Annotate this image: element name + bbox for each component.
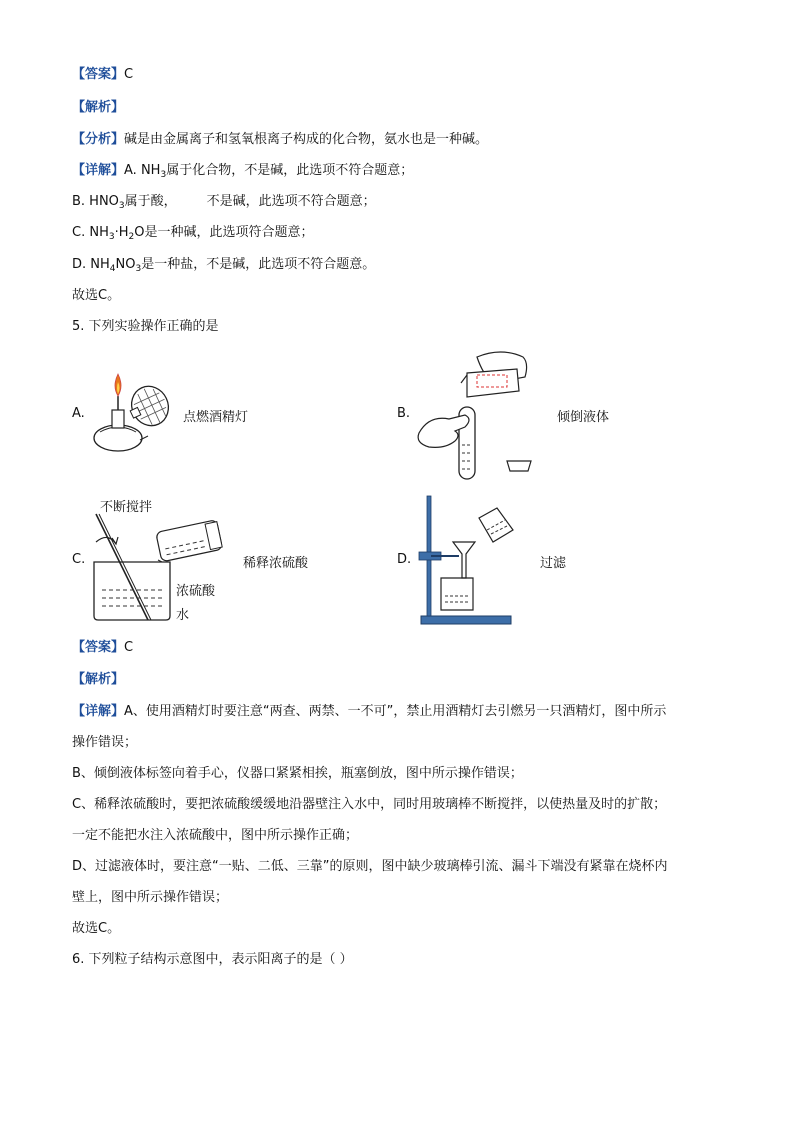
option-b-letter: B. <box>397 406 411 421</box>
analysis-heading <box>72 99 124 117</box>
option-b-caption: 倾倒液体 <box>557 410 610 425</box>
detail-line: 操作错误； <box>72 735 138 750</box>
pouring-liquid-illustration <box>415 345 540 485</box>
subscript: 2 <box>128 232 135 242</box>
conclusion-q4: 故选C。 <box>72 288 121 303</box>
detail-option-a <box>72 162 413 184</box>
option-a-caption: 点燃酒精灯 <box>183 410 249 425</box>
answer-tag: 【答案】 <box>72 640 125 655</box>
subscript: 3 <box>135 264 142 274</box>
analysis-heading <box>72 671 124 689</box>
water-label: 水 <box>176 608 190 623</box>
conclusion-q5: 故选C。 <box>72 921 121 936</box>
subscript: 3 <box>118 201 125 211</box>
answer-value: C <box>124 67 134 82</box>
detail-text: A、使用酒精灯时要注意“两查、两禁、一不可”，禁止用酒精灯去引燃另一只酒精灯，图中所示 <box>124 704 667 719</box>
option-d-letter: D. <box>397 552 412 567</box>
option-d-formula: D. NH <box>72 257 110 272</box>
option-c-caption: 稀释浓硫酸 <box>243 556 309 571</box>
detail-line <box>72 703 666 721</box>
analysis-tag: 【解析】 <box>72 100 125 115</box>
answer-line <box>72 639 133 657</box>
option-c-formula: C. NH <box>72 225 109 240</box>
detail-option-b <box>72 193 376 215</box>
detail-line: B、倾倒液体标签向着手心，仪器口紧紧相挨，瓶塞倒放，图中所示操作错误； <box>72 766 523 781</box>
option-d-formula-mid: NO <box>115 257 136 272</box>
subscript: 4 <box>109 264 116 274</box>
stirring-label: 不断搅拌 <box>100 500 153 515</box>
detail-line: C、稀释浓硫酸时，要把浓硫酸缓缓地沿器壁注入水中，同时用玻璃棒不断搅拌，以使热量及时的扩散； <box>72 797 667 812</box>
detail-option-c <box>72 224 313 246</box>
detail-option-d <box>72 256 375 278</box>
diluting-acid-illustration <box>88 512 238 624</box>
option-a-letter: A. <box>72 406 85 421</box>
subscript: 3 <box>108 232 115 242</box>
option-c-letter: C. <box>72 552 86 567</box>
xiangjie-tag: 【详解】 <box>72 704 125 719</box>
fenxi-text: 碱是由金属离子和氢氧根离子构成的化合物，氨水也是一种碱。 <box>124 132 489 147</box>
detail-line: D、过滤液体时，要注意“一贴、二低、三靠”的原则，图中缺少玻璃棒引流、漏斗下端没有紧靠在烧杯内 <box>72 859 668 874</box>
option-d-caption: 过滤 <box>540 556 567 571</box>
answer-line <box>72 66 133 84</box>
question-5: 5. 下列实验操作正确的是 <box>72 319 219 334</box>
analysis-tag: 【解析】 <box>72 672 125 687</box>
option-c-text: O是一种碱，此选项符合题意； <box>134 225 314 240</box>
detail-line: 壁上，图中所示操作错误； <box>72 890 229 905</box>
answer-value: C <box>124 640 134 655</box>
xiangjie-tag: 【详解】 <box>72 163 125 178</box>
option-b-text: 不是碱，此选项不符合题意； <box>206 194 376 209</box>
question-6: 6. 下列粒子结构示意图中，表示阳离子的是（ ） <box>72 952 353 967</box>
option-a-text: 属于化合物，不是碱，此选项不符合题意； <box>166 163 414 178</box>
fenxi-tag: 【分析】 <box>72 132 125 147</box>
alcohol-lamp-illustration <box>88 366 178 461</box>
option-a-formula: A. NH <box>124 163 161 178</box>
detail-line: 一定不能把水注入浓硫酸中，图中所示操作正确； <box>72 828 359 843</box>
option-b-formula: B. HNO <box>72 194 119 209</box>
acid-label: 浓硫酸 <box>176 584 216 599</box>
subscript: 3 <box>160 170 167 180</box>
option-d-text: 是一种盐，不是碱，此选项不符合题意。 <box>141 257 376 272</box>
answer-tag: 【答案】 <box>72 67 125 82</box>
filtration-illustration <box>417 494 517 628</box>
option-b-mid: 属于酸， <box>124 194 177 209</box>
option-c-formula-mid: ·H <box>114 225 129 240</box>
fenxi-line <box>72 131 488 149</box>
